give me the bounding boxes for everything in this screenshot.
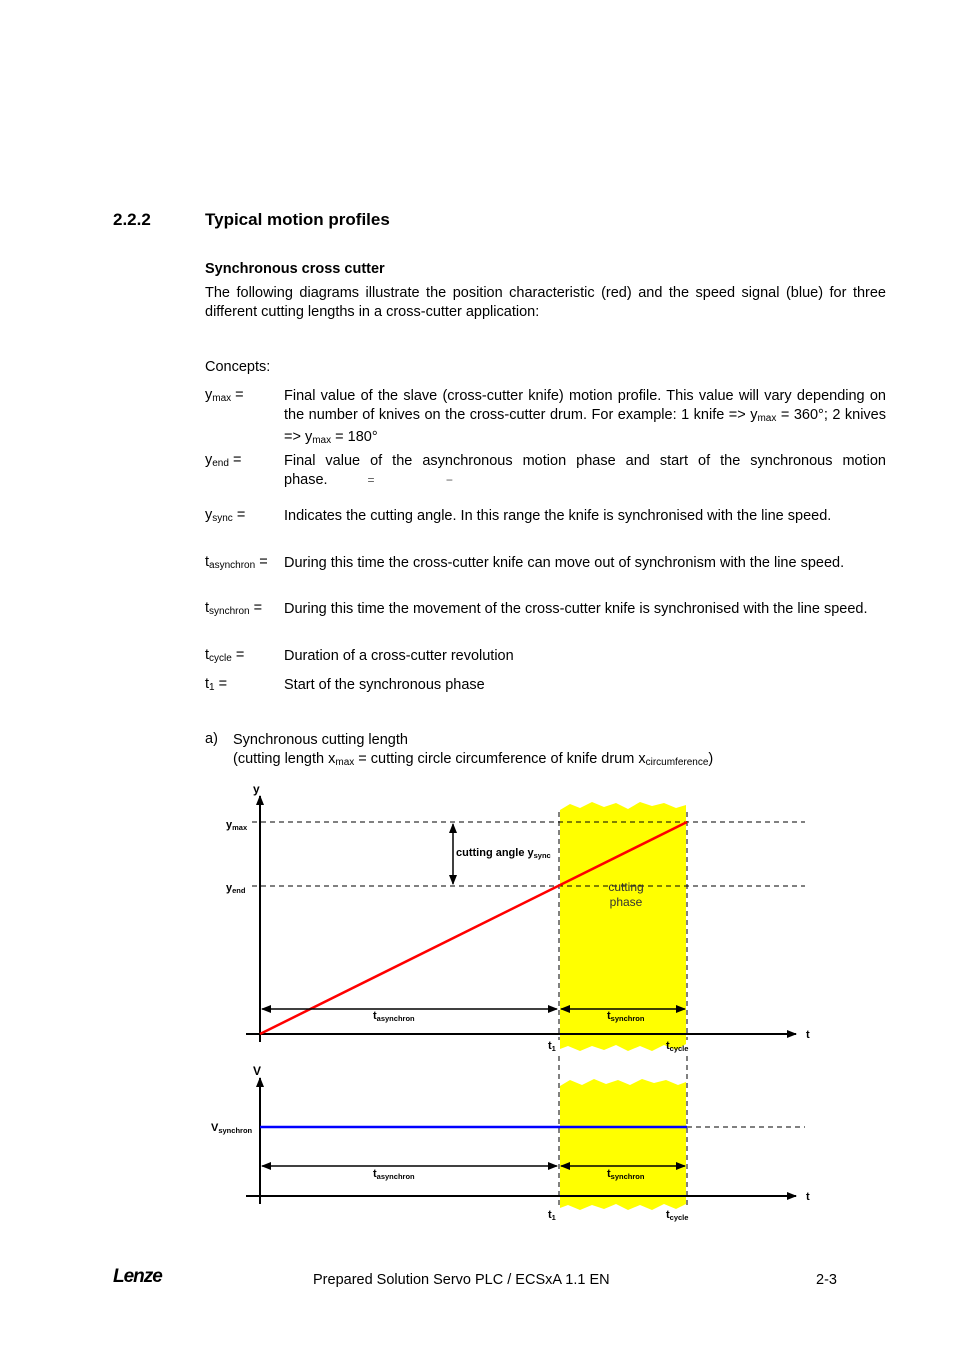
term-t1: $t_1$ = [205, 676, 228, 693]
v-axis-label: V [253, 1064, 262, 1078]
term-ysync: $y_{sync}$ = [205, 507, 246, 524]
cutting-phase-region-bottom [560, 1079, 686, 1210]
term-tsynchron: $t_{synchron}$ = [205, 600, 263, 617]
vsync-label: Vsynchron [211, 1122, 253, 1135]
term-yend: $y_{end}$ = [205, 452, 242, 469]
tasynchron-label-bottom: tasynchron [373, 1168, 415, 1181]
term-tasynchron: $t_{asynchron}$ = [205, 554, 268, 571]
subheading: Synchronous cross cutter [205, 261, 385, 277]
t1-label-top: t1 [548, 1040, 556, 1053]
item-a-text: Synchronous cutting length (cutting length $x_{max}$ = cutting circle circumference of knife drum $x_{circumference}$) [233, 732, 714, 768]
page-number: 2-3 [816, 1272, 837, 1288]
tsynchron-label-bottom: tsynchron [607, 1168, 645, 1181]
item-a-marker: a) [205, 731, 218, 747]
lenze-logo: Lenze [113, 1266, 162, 1287]
cutting-phase-label: cutting phase [608, 880, 644, 909]
footer-title: Prepared Solution Servo PLC / ECSxA 1.1 EN [313, 1272, 610, 1288]
tsynchron-label-top: tsynchron [607, 1010, 645, 1023]
tcycle-label-bottom: tcycle [666, 1209, 689, 1222]
t-axis-label-bottom: t [806, 1191, 810, 1203]
t-axis-label-top: t [806, 1029, 810, 1041]
term-ymax: $y_{max}$ = [205, 387, 244, 404]
t1-label-bottom: t1 [548, 1209, 556, 1222]
desc-tcycle: Duration of a cross-cutter revolution [284, 648, 514, 664]
ymax-label: ymax [226, 819, 248, 832]
section-title: Typical motion profiles [205, 210, 390, 229]
term-tcycle: $t_{cycle}$ = [205, 647, 245, 664]
desc-tsynchron: During this time the movement of the cross-cutter knife is synchronised with the line speed. [284, 601, 868, 617]
cutting-angle-label: cutting angle ysync [456, 847, 551, 860]
tasynchron-label-top: tasynchron [373, 1010, 415, 1023]
desc-t1: Start of the synchronous phase [284, 677, 485, 693]
desc-yend: Final value of the asynchronous motion phase and start of the synchronous motion phase. = − [284, 453, 886, 488]
intro-paragraph: The following diagrams illustrate the position characteristic (red) and the speed signal (blue) for three different cutting lengths in a cross-cutter application: [205, 285, 886, 320]
desc-ymax: Final value of the slave (cross-cutter knife) motion profile. This value will vary depending on the number of knives on the cross-cutter drum. For example: 1 knife => $y_{max} = 360^\circ$; 2 knives => $y_{max} = 180^\circ$ [284, 388, 886, 446]
concepts-label: Concepts: [205, 359, 271, 375]
faint-formula: = − [367, 472, 487, 487]
y-axis-label: y [253, 782, 260, 796]
yend-label: yend [226, 882, 246, 895]
desc-tasynchron: During this time the cross-cutter knife can move out of synchronism with the line speed. [284, 555, 845, 571]
desc-ysync: Indicates the cutting angle. In this range the knife is synchronised with the line speed. [284, 508, 832, 524]
tcycle-label-top: tcycle [666, 1040, 689, 1053]
section-number: 2.2.2 [113, 210, 151, 229]
